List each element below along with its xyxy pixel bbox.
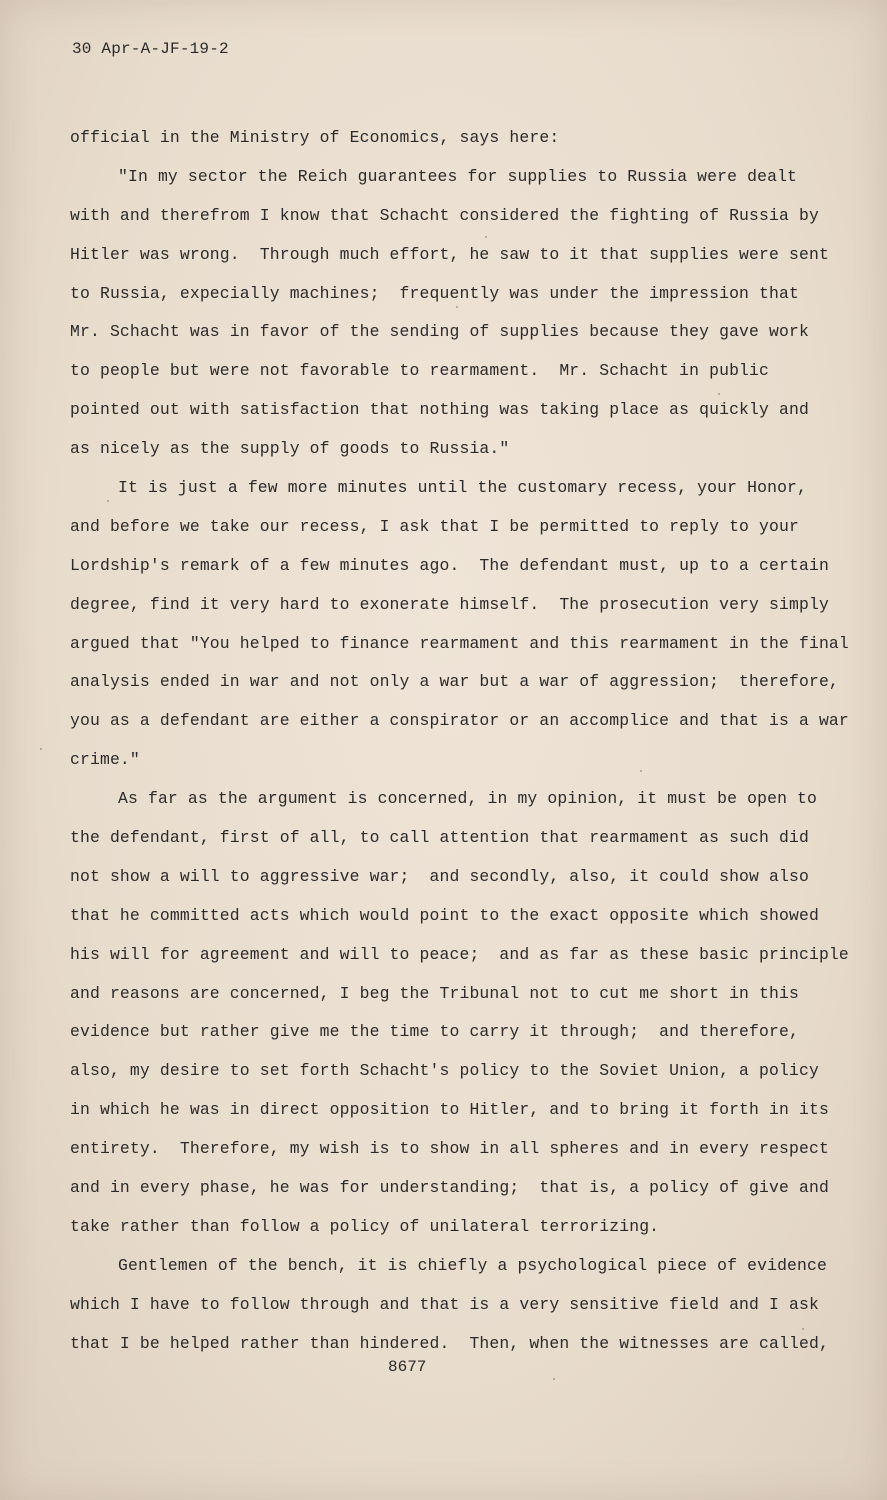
text-line: official in the Ministry of Economics, says here: [70,128,560,147]
text-line: evidence but rather give me the time to carry it through; and therefore, [70,1022,799,1042]
text-line: pointed out with satisfaction that nothing was taking place as quickly and [70,400,809,420]
text-line: you as a defendant are either a conspirator or an accomplice and that is a war [70,711,849,731]
text-line: and in every phase, he was for understanding; that is, a policy of give and [70,1178,829,1198]
paper-speck [40,748,42,750]
paper-speck [718,393,720,395]
text-line: crime." [70,750,140,770]
paper-speck [640,770,642,772]
text-line: with and therefrom I know that Schacht considered the fighting of Russia by [70,205,819,225]
text-line: in which he was in direct opposition to Hitler, and to bring it forth in its [70,1100,829,1120]
document-reference: 30 Apr-A-JF-19-2 [72,40,229,58]
text-line: argued that "You helped to finance rearmament and this rearmament in the final [70,633,849,653]
text-line: analysis ended in war and not only a war but a war of aggression; therefore, [70,672,839,692]
text-line: to people but were not favorable to rearmament. Mr. Schacht in public [70,361,770,381]
text-line: Gentlemen of the bench, it is chiefly a psychological piece of evidence [118,1255,828,1275]
text-line: Mr. Schacht was in favor of the sending of supplies because they gave work [70,322,809,342]
text-line: entirety. Therefore, my wish is to show in all spheres and in every respect [70,1139,829,1159]
text-line: his will for agreement and will to peace; and as far as these basic principle [70,944,849,964]
text-line: that he committed acts which would point to the exact opposite which showed [70,905,819,925]
text-line: not show a will to aggressive war; and secondly, also, it could show also [70,866,809,886]
text-line: "In my sector the Reich guarantees for supplies to Russia were dealt [118,166,798,186]
paper-speck [107,500,109,502]
page-number: 8677 [388,1358,427,1376]
paper-speck [485,236,487,238]
body-text [70,119,849,1364]
text-line: that I be helped rather than hindered. Then, when the witnesses are called, [70,1333,829,1353]
text-line: degree, find it very hard to exonerate himself. The prosecution very simply [70,594,829,614]
text-line: also, my desire to set forth Schacht's policy to the Soviet Union, a policy [70,1061,819,1081]
paper-speck [456,306,458,308]
text-line: and before we take our recess, I ask that I be permitted to reply to your [70,516,799,536]
paper-speck [553,1378,555,1380]
text-line: as nicely as the supply of goods to Russia." [70,439,510,459]
text-line: Lordship's remark of a few minutes ago. The defendant must, up to a certain [70,555,829,575]
text-line: the defendant, first of all, to call attention that rearmament as such did [70,828,809,848]
paper-speck [802,1328,804,1330]
text-line: As far as the argument is concerned, in my opinion, it must be open to [118,789,818,809]
text-line: It is just a few more minutes until the customary recess, your Honor, [118,478,808,498]
text-line: which I have to follow through and that is a very sensitive field and I ask [70,1294,819,1314]
text-line: Hitler was wrong. Through much effort, he saw to it that supplies were sent [70,244,829,264]
text-line: take rather than follow a policy of unilateral terrorizing. [70,1216,660,1236]
text-line: to Russia, expecially machines; frequently was under the impression that [70,283,799,303]
text-line: and reasons are concerned, I beg the Tribunal not to cut me short in this [70,983,799,1003]
